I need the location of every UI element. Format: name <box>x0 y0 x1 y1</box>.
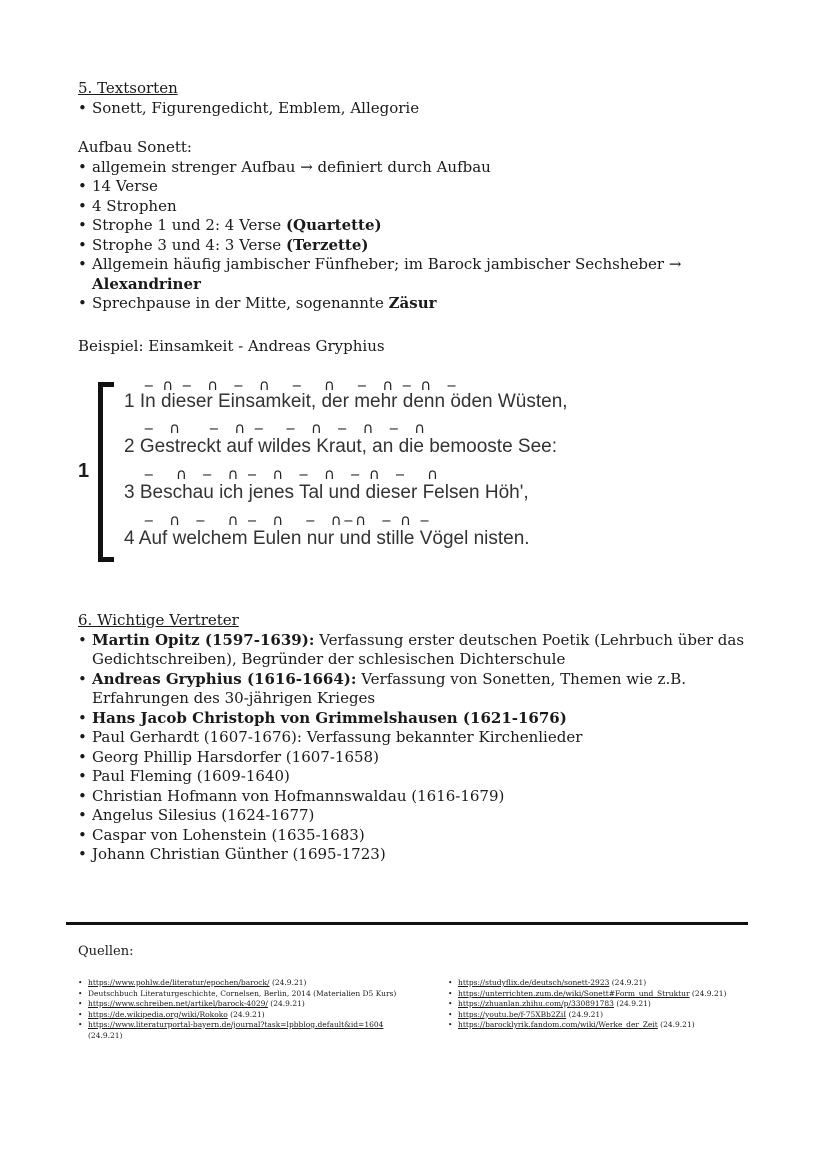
list-item: • Johann Christian Günther (1695-1723) <box>78 845 758 865</box>
list-item: • Martin Opitz (1597-1639): Verfassung erster deutschen Poetik (Lehrbuch über das Gedichtschreiben), Begründer der schlesischen Dichterschule <box>78 631 758 670</box>
sources-right-list <box>448 978 768 1031</box>
list-item: • Caspar von Lohenstein (1635-1683) <box>78 826 758 846</box>
list-item: • Angelus Silesius (1624-1677) <box>78 806 758 826</box>
poem-line: 3 Beschau ich jenes Tal und dieser Felsen Höh', <box>124 482 529 503</box>
source-link[interactable]: https://www.pohlw.de/literatur/epochen/barock/ <box>88 978 270 987</box>
list-item: • Allgemein häufig jambischer Fünfheber; im Barock jambischer Sechsheber → Alexandriner <box>78 255 681 294</box>
list-item: • Strophe 3 und 4: 3 Verse (Terzette) <box>78 236 681 256</box>
source-item: • https://zhuanlan.zhihu.com/p/330891783 (24.9.21) <box>448 999 768 1010</box>
section-heading: 5. Textsorten <box>78 79 178 97</box>
subsection-title: Aufbau Sonett: <box>78 138 192 156</box>
list-item: • Paul Gerhardt (1607-1676): Verfassung bekannter Kirchenlieder <box>78 728 758 748</box>
section-vertreter <box>78 611 758 865</box>
meter-marks: ‒ ∩ ‒ ∩ ‒ ∩ ‒ ∩ ‒ ∩ ‒ ∩ <box>144 465 441 483</box>
section-heading: 6. Wichtige Vertreter <box>78 611 239 629</box>
poem-line: 1 In dieser Einsamkeit, der mehr denn öden Wüsten, <box>124 391 568 412</box>
list-item: • Georg Phillip Harsdorfer (1607-1658) <box>78 748 758 768</box>
source-link[interactable]: https://zhuanlan.zhihu.com/p/330891783 <box>458 999 614 1008</box>
source-item: • https://studyflix.de/deutsch/sonett-2923 (24.9.21) <box>448 978 768 989</box>
poem-line: 4 Auf welchem Eulen nur und stille Vögel nisten. <box>124 528 530 549</box>
source-link[interactable]: https://youtu.be/f-75XBb2ZiI <box>458 1009 567 1019</box>
source-link[interactable]: https://barocklyrik.fandom.com/wiki/Werke_der_Zeit <box>458 1020 658 1029</box>
poem-figure <box>78 376 638 566</box>
source-link[interactable]: https://www.literaturportal-bayern.de/journal?task=lpbblog.default&id=1604 <box>88 1020 384 1029</box>
list-item: • allgemein strenger Aufbau → definiert durch Aufbau <box>78 158 681 178</box>
sources-left-list <box>78 978 428 1041</box>
list-item: • Christian Hofmann von Hofmannswaldau (1616-1679) <box>78 787 758 807</box>
source-link[interactable]: https://de.wikipedia.org/wiki/Rokoko <box>88 1009 228 1019</box>
source-link[interactable]: https://unterrichten.zum.de/wiki/Sonett#Form_und_Struktur <box>458 988 690 998</box>
meter-marks: ‒ ∩ ‒ ∩ ‒ ∩ ‒ ∩ ‒ ∩ ‒ ∩ ‒ <box>144 376 459 394</box>
poem-line: 2 Gestreckt auf wildes Kraut, an die bemooste See: <box>124 436 558 457</box>
source-link[interactable]: https://studyflix.de/deutsch/sonett-2923 <box>458 978 610 987</box>
source-item: • https://www.pohlw.de/literatur/epochen/barock/ (24.9.21) <box>78 978 428 989</box>
meter-marks: ‒ ∩ ‒ ∩ ‒ ∩ ‒ ∩‒∩ ‒ ∩ ‒ <box>144 511 432 529</box>
list-item: • 14 Verse <box>78 177 681 197</box>
list-item: • Andreas Gryphius (1616-1664): Verfassung von Sonetten, Themen wie z.B. Erfahrungen des 30-jährigen Krieges <box>78 670 758 709</box>
strophe-number: 1 <box>78 460 90 482</box>
strophe-bracket <box>98 382 114 562</box>
list-item: • Paul Fleming (1609-1640) <box>78 767 758 787</box>
list-item: • Strophe 1 und 2: 4 Verse (Quartette) <box>78 216 681 236</box>
source-item: • https://www.literaturportal-bayern.de/journal?task=lpbblog.default&id=1604 (24.9.21) <box>78 1020 428 1041</box>
source-item: • https://barocklyrik.fandom.com/wiki/Werke_der_Zeit (24.9.21) <box>448 1020 768 1031</box>
list-item: • 4 Strophen <box>78 197 681 217</box>
meter-marks: ‒ ∩ ‒ ∩ ‒ ‒ ∩ ‒ ∩ ‒ ∩ <box>144 419 428 437</box>
source-item: • https://www.schreiben.net/artikel/barock-4029/ (24.9.21) <box>78 999 428 1010</box>
source-item: • Deutschbuch Literaturgeschichte, Cornelsen, Berlin, 2014 (Materialien D5 Kurs) <box>78 989 428 1000</box>
example-caption: Beispiel: Einsamkeit - Andreas Gryphius <box>78 337 385 355</box>
divider-line <box>66 922 748 925</box>
sources-title: Quellen: <box>78 944 134 959</box>
list-item: • Sonett, Figurengedicht, Emblem, Allegorie <box>78 99 419 119</box>
list-item: • Sprechpause in der Mitte, sogenannte Zäsur <box>78 294 681 314</box>
section-aufbau-sonett <box>78 138 681 314</box>
source-item: • https://unterrichten.zum.de/wiki/Sonett#Form_und_Struktur (24.9.21) <box>448 989 768 1000</box>
section-textsorten <box>78 79 419 118</box>
source-item: • https://youtu.be/f-75XBb2ZiI (24.9.21) <box>448 1010 768 1021</box>
source-link[interactable]: https://www.schreiben.net/artikel/barock-4029/ <box>88 999 268 1008</box>
source-item: • https://de.wikipedia.org/wiki/Rokoko (24.9.21) <box>78 1010 428 1021</box>
list-item: • Hans Jacob Christoph von Grimmelshausen (1621-1676) <box>78 709 758 729</box>
